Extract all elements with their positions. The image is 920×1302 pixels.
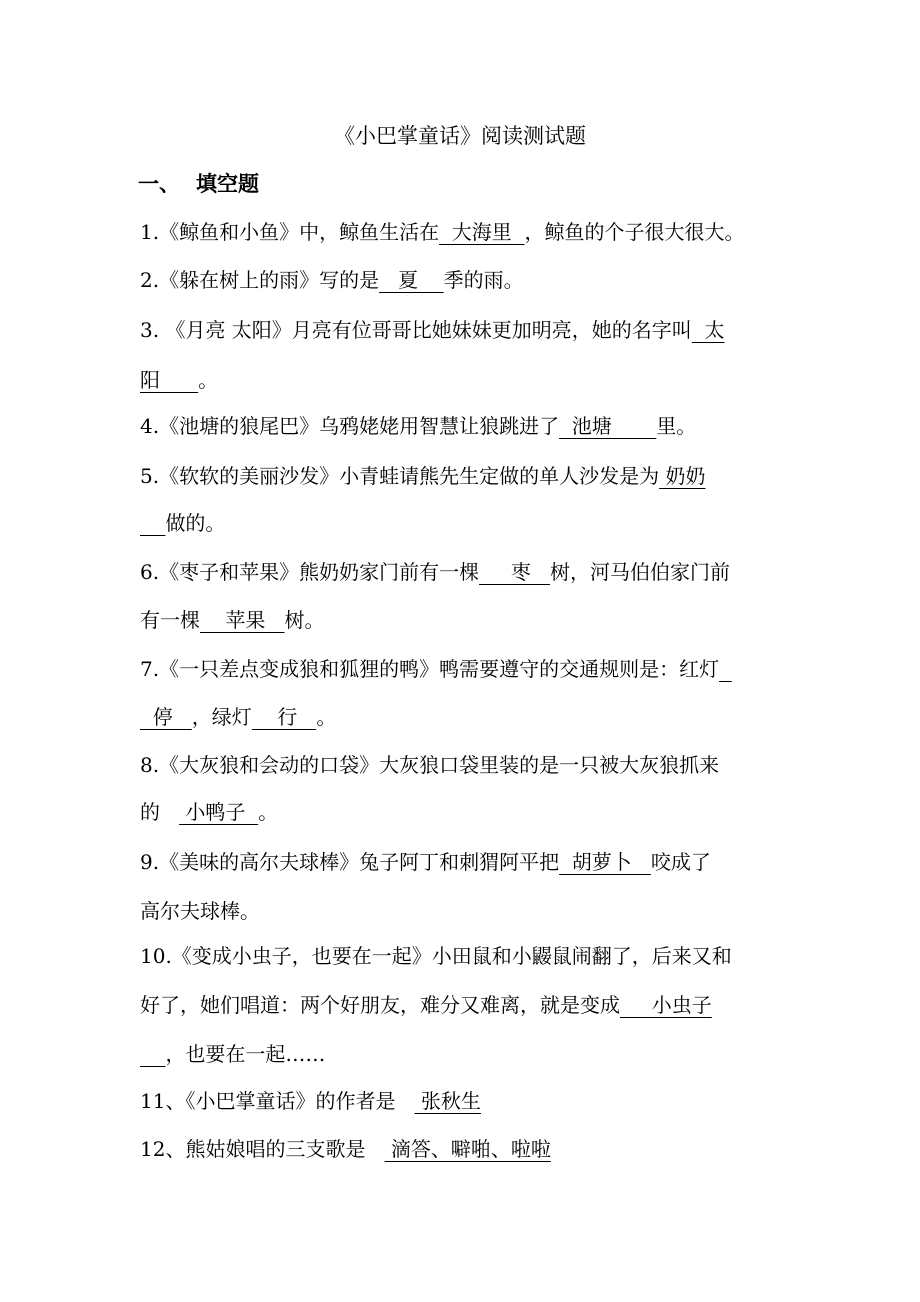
question-text: 9.《美味的高尔夫球棒》兔子阿丁和刺猬阿平把 <box>140 850 560 874</box>
answer-blank: 张秋生 <box>414 1089 481 1113</box>
answer-blank: 大海里 <box>439 220 525 244</box>
answer-blank: 夏 <box>379 268 444 292</box>
question-text: 树，河马伯伯家门前 <box>549 560 730 584</box>
answer-blank: 阳 <box>140 368 199 392</box>
question-text: ，也要在一起…… <box>165 1042 326 1066</box>
question-11 <box>140 1086 481 1116</box>
question-10 <box>140 941 732 971</box>
answer-blank: 枣 <box>479 560 550 584</box>
question-text: 。 <box>198 368 219 392</box>
question-text: 5.《软软的美丽沙发》小青蛙请熊先生定做的单人沙发是为 <box>140 464 660 488</box>
question-text: 有一棵 <box>140 608 200 632</box>
question-text: 咬成了 <box>650 850 711 874</box>
question-text: 季的雨。 <box>443 268 524 292</box>
question-3-continued <box>140 365 218 395</box>
question-7-continued <box>140 702 336 732</box>
answer-blank: 胡萝卜 <box>559 850 651 874</box>
answer-blank <box>140 1042 165 1066</box>
question-5-continued <box>140 508 225 538</box>
question-text: 6.《枣子和苹果》熊奶奶家门前有一棵 <box>140 560 480 584</box>
question-4 <box>140 411 696 441</box>
question-1 <box>140 217 745 247</box>
answer-blank: 小鸭子 <box>179 800 259 824</box>
answer-blank <box>719 657 732 681</box>
question-6 <box>140 557 730 587</box>
answer-blank: 苹果 <box>200 608 285 632</box>
question-2 <box>140 265 524 295</box>
question-text: 11、《小巴掌童话》的作者是 <box>140 1089 415 1113</box>
question-9-continued <box>140 896 260 926</box>
question-text: 高尔夫球棒。 <box>140 899 260 923</box>
question-text: 。 <box>316 705 337 729</box>
answer-blank: 小虫子 <box>620 993 712 1017</box>
question-8-continued <box>140 797 278 827</box>
question-8 <box>140 750 719 780</box>
question-10-continued <box>140 990 712 1020</box>
answer-blank: 太 <box>691 318 725 342</box>
question-text: 的 <box>140 800 180 824</box>
section-label: 填空题 <box>196 172 259 196</box>
question-text: 3. 《月亮 太阳》月亮有位哥哥比她妹妹更加明亮，她的名字叫 <box>140 318 692 342</box>
question-9 <box>140 847 711 877</box>
question-text: 1.《鲸鱼和小鱼》中，鲸鱼生活在 <box>140 220 440 244</box>
question-text: 做的。 <box>165 511 226 535</box>
question-text: 4.《池塘的狼尾巴》乌鸦姥姥用智慧让狼跳进了 <box>140 414 560 438</box>
answer-blank <box>140 511 165 535</box>
section-number: 一、 <box>138 172 180 196</box>
answer-blank: 停 <box>140 705 192 729</box>
question-text: 7.《一只差点变成狼和狐狸的鸭》鸭需要遵守的交通规则是：红灯 <box>140 657 720 681</box>
question-7 <box>140 654 732 684</box>
question-3 <box>140 315 725 345</box>
question-10-end <box>140 1039 325 1069</box>
question-text: 。 <box>258 800 279 824</box>
question-text: 10.《变成小虫子，也要在一起》小田鼠和小鼹鼠闹翻了，后来又和 <box>140 944 732 968</box>
question-text: ，绿灯 <box>191 705 252 729</box>
question-text: 2.《躲在树上的雨》写的是 <box>140 268 380 292</box>
question-text: 好了，她们唱道：两个好朋友，难分又难离，就是变成 <box>140 993 620 1017</box>
answer-blank: 行 <box>251 705 317 729</box>
answer-blank: 滴答、噼啪、啦啦 <box>384 1137 551 1161</box>
section-heading <box>138 169 259 199</box>
answer-blank: 奶奶 <box>659 464 706 488</box>
question-text: 树。 <box>284 608 325 632</box>
question-text: ，鲸鱼的个子很大很大。 <box>524 220 745 244</box>
question-5 <box>140 461 705 491</box>
question-text: 里。 <box>656 414 697 438</box>
document-title: 《小巴掌童话》阅读测试题 <box>334 124 586 148</box>
question-12 <box>140 1134 551 1164</box>
question-text: 8.《大灰狼和会动的口袋》大灰狼口袋里装的是一只被大灰狼抓来 <box>140 753 720 777</box>
question-text: 12、熊姑娘唱的三支歌是 <box>140 1137 385 1161</box>
question-6-continued <box>140 605 325 635</box>
answer-blank: 池塘 <box>559 414 657 438</box>
